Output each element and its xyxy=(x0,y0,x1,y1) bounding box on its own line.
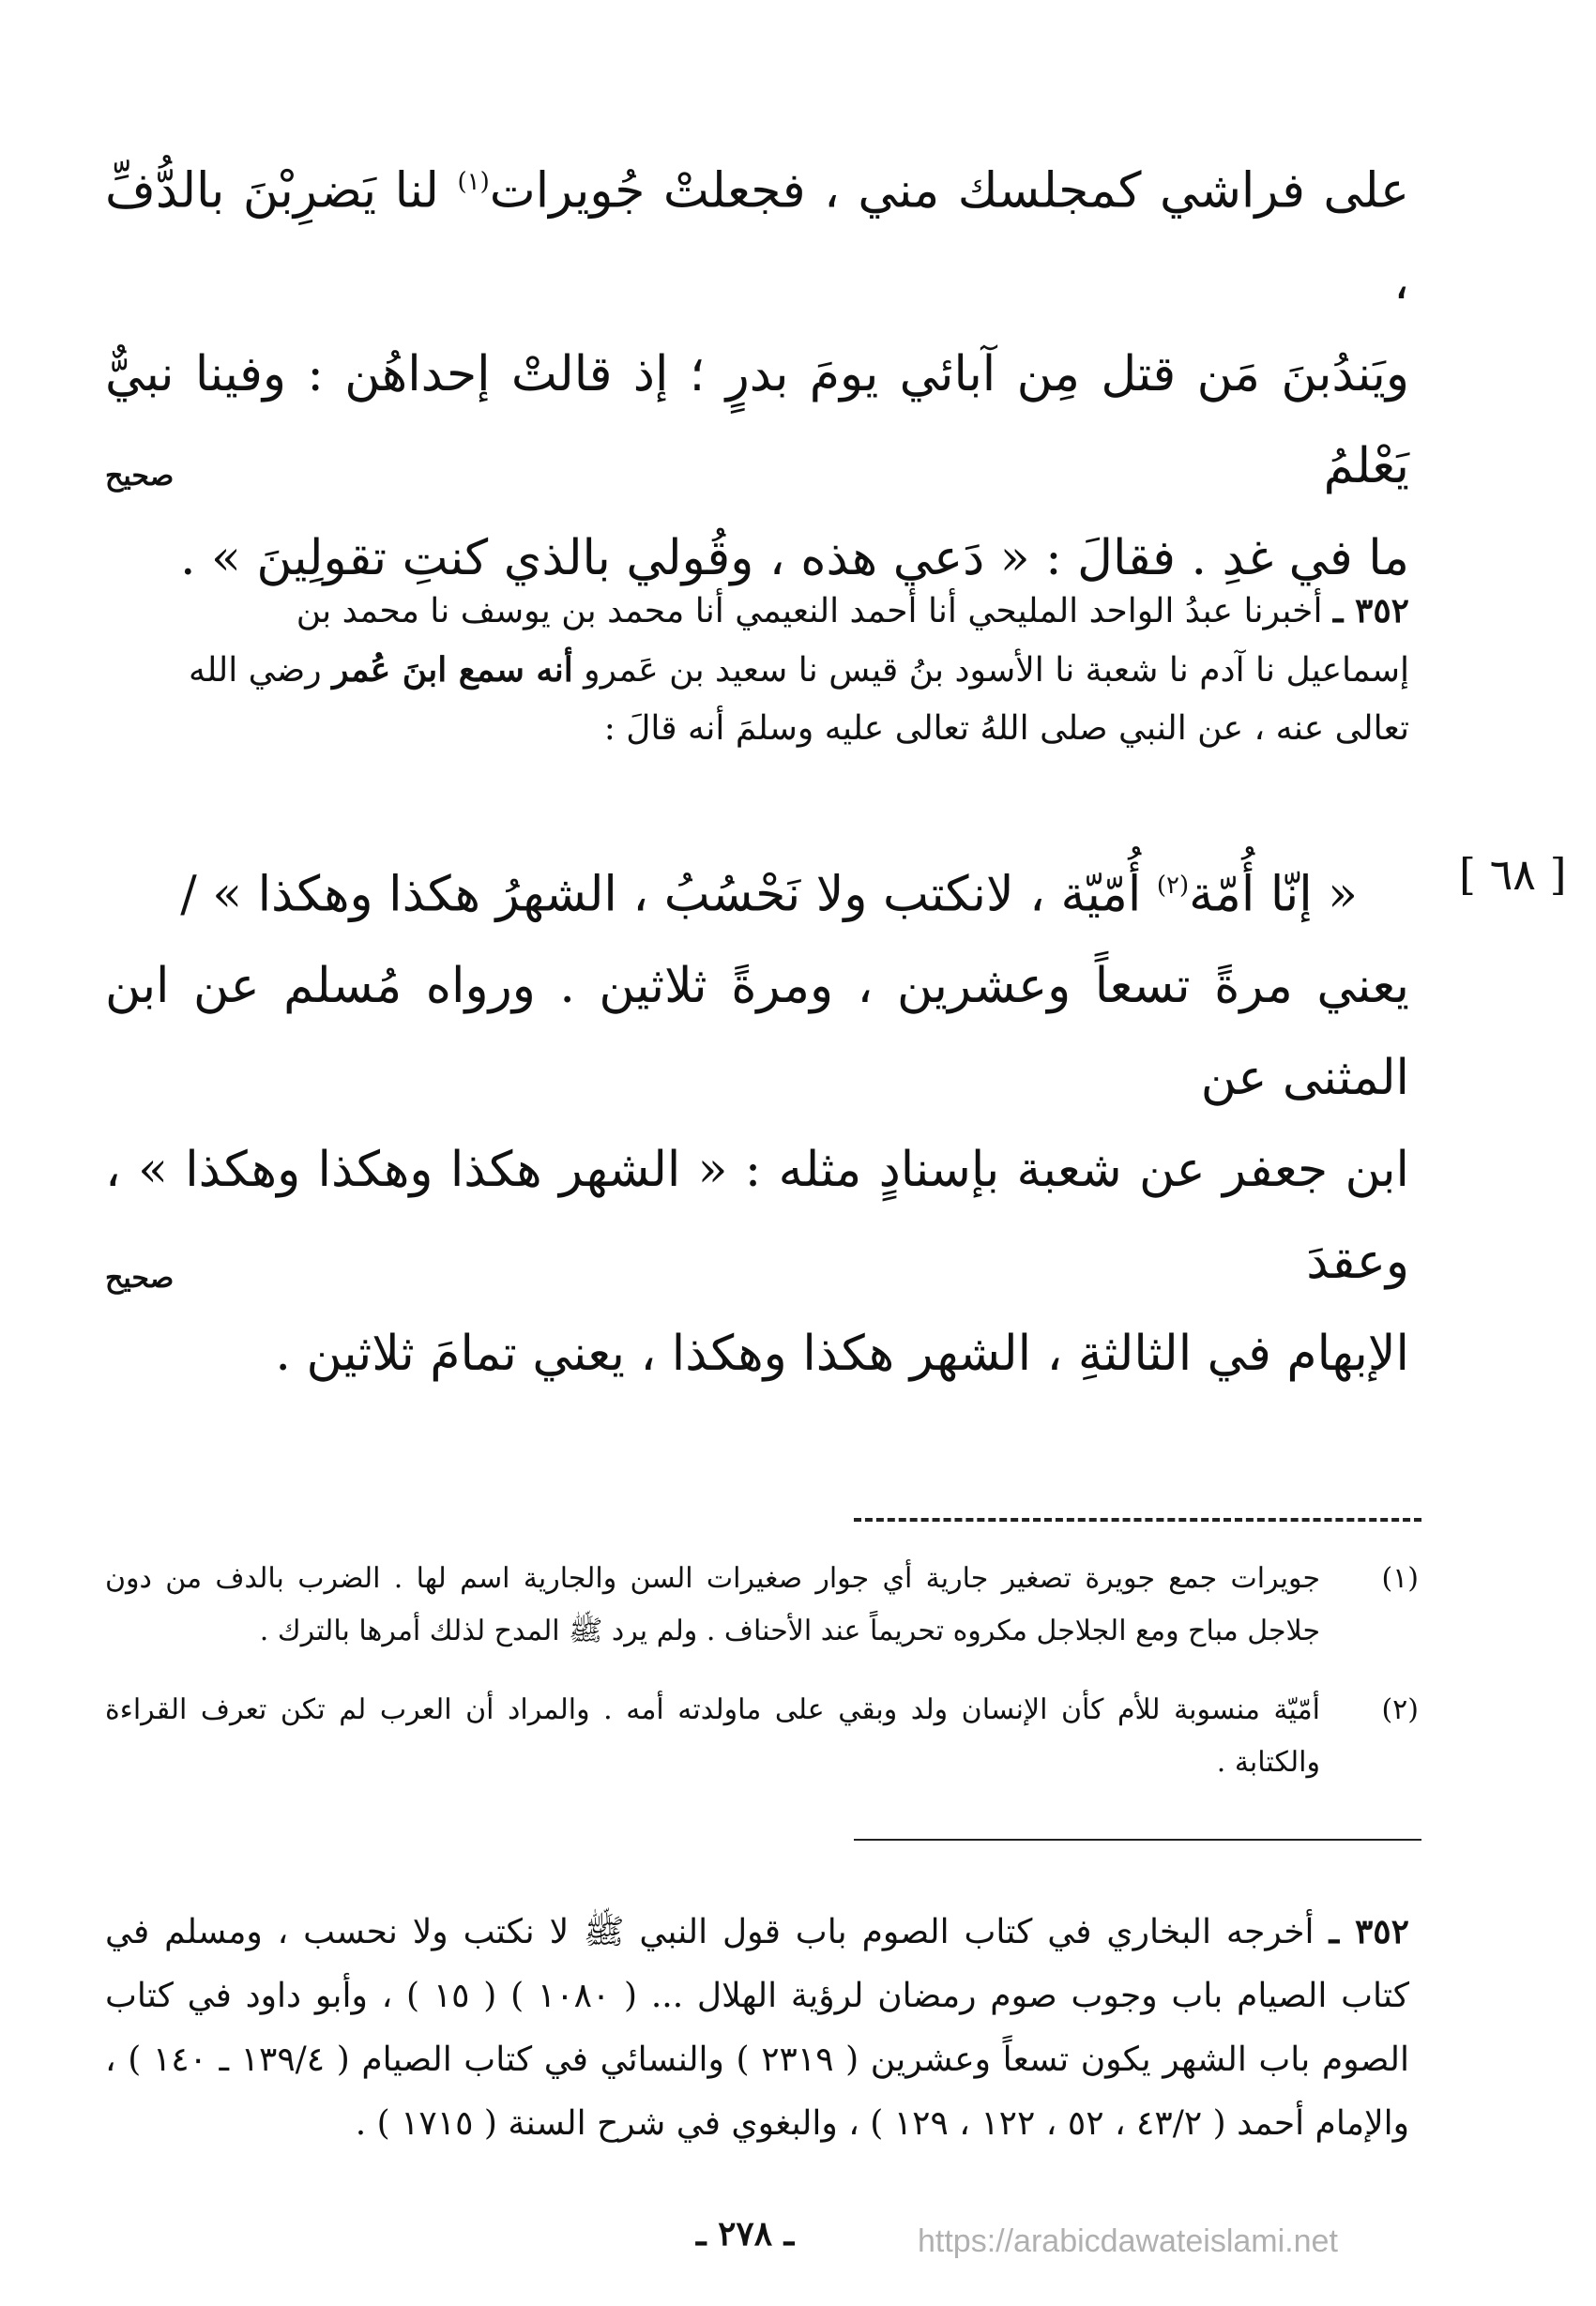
footnote-text: جويرات جمع جويرة تصغير جارية أي جوار صغيرات السن والجارية اسم لها . الضرب بالدف من دون جلاجل مباح ومع الجلاجل مكروه تحريماً عند الأحناف . ولم يرد ﷺ المدح لذلك أمرها بالترك . xyxy=(105,1562,1320,1647)
footnote-number: (١) xyxy=(1381,1562,1419,1595)
matn-line: يعني مرةً تسعاً وعشرين ، ومرةً ثلاثين . ورواه مُسلم عن ابن المثنى عن xyxy=(105,958,1409,1107)
hadith-isnad xyxy=(105,582,1409,758)
matn-line: ابن جعفر عن شعبة بإسنادٍ مثله : « الشهر هكذا وهكذا وهكذا » ، وعقدَ xyxy=(105,1142,1409,1291)
takhrij xyxy=(105,1900,1409,2156)
passage-line: ما في غدِ . فقالَ : « دَعي هذه ، وقُولي بالذي كنتِ تقولِينَ » . xyxy=(179,530,1409,587)
page-number: ـ ٢٧٨ ـ xyxy=(696,2214,795,2253)
matn-line: « إنّا أُمّة$^{(٢)}$ أُمّيّة ، لانكتب ولا نَحْسُبُ ، الشهرُ هكذا وهكذا » / xyxy=(180,866,1358,923)
hadith-number: ٣٥٢ ـ xyxy=(1332,591,1409,630)
isnad-line: إسماعيل نا آدم نا شعبة نا الأسود بنُ قيس نا سعيد بن عَمرو أنه سمع ابنَ عُمر رضي الله xyxy=(189,650,1409,690)
footnote-2 xyxy=(105,1684,1419,1789)
footnote-separator xyxy=(854,1518,1421,1522)
footnote-1 xyxy=(105,1553,1419,1658)
hadith-matn xyxy=(105,840,1409,1400)
takhrij-text: أخرجه البخاري في كتاب الصوم باب قول النبي ﷺ لا نكتب ولا نحسب ، ومسلم في كتاب الصيام باب وجوب صوم رمضان لرؤية الهلال ... ( ١٠٨٠ ) ( ١٥ ) ، وأبو داود في كتاب الصوم باب الشهر يكون تسعاً وعشرين ( ٢٣١٩ ) والنسائي في كتاب الصيام ( ١٣٩/٤ ـ ١٤٠ ) ، والإمام أحمد ( ٤٣/٢ ، ٥٢ ، ١٢٢ ، ١٢٩ ) ، والبغوي في شرح السنة ( ١٧١٥ ) . xyxy=(105,1913,1409,2143)
takhrij-number: ٣٥٢ ـ xyxy=(1329,1912,1409,1951)
margin-reference: [ ٦٨ ] xyxy=(1459,849,1567,900)
matn-line: الإبهام في الثالثةِ ، الشهر هكذا وهكذا ، يعني تمامَ ثلاثين . xyxy=(275,1326,1409,1383)
footnote-ref[interactable]: (١) xyxy=(457,168,490,196)
grade-label: صحيح xyxy=(105,460,175,493)
passage-line: ويَندُبنَ مَن قتل مِن آبائي يومَ بدرٍ ؛ إذ قالتْ إحداهُن : وفينا نبيٌّ يَعْلمُ xyxy=(105,346,1409,495)
watermark: https://arabicdawateislami.net xyxy=(918,2223,1338,2259)
footnote-number: (٢) xyxy=(1381,1693,1419,1726)
top-passage xyxy=(105,136,1409,604)
passage-line: على فراشي كمجلسك مني ، فجعلتْ جُويرات$^{(١)}$ لنا يَضرِبْنَ بالدُّفِّ ، xyxy=(105,162,1409,311)
footnote-ref[interactable]: (٢) xyxy=(1156,872,1190,900)
isnad-line: تعالى عنه ، عن النبي صلى اللهُ تعالى عليه وسلمَ أنه قالَ : xyxy=(603,709,1409,748)
grade-label: صحيح xyxy=(105,1262,175,1295)
isnad-line: ٣٥٢ ـ أخبرنا عبدُ الواحد المليحي أنا أحمد النعيمي أنا محمد بن يوسف نا محمد بن xyxy=(296,591,1409,630)
footnote-text: أمّيّة منسوبة للأم كأن الإنسان ولد وبقي على ماولدته أمه . والمراد أن العرب لم تكن تعرف القراءة والكتابة . xyxy=(105,1693,1320,1779)
takhrij-separator xyxy=(854,1839,1421,1841)
